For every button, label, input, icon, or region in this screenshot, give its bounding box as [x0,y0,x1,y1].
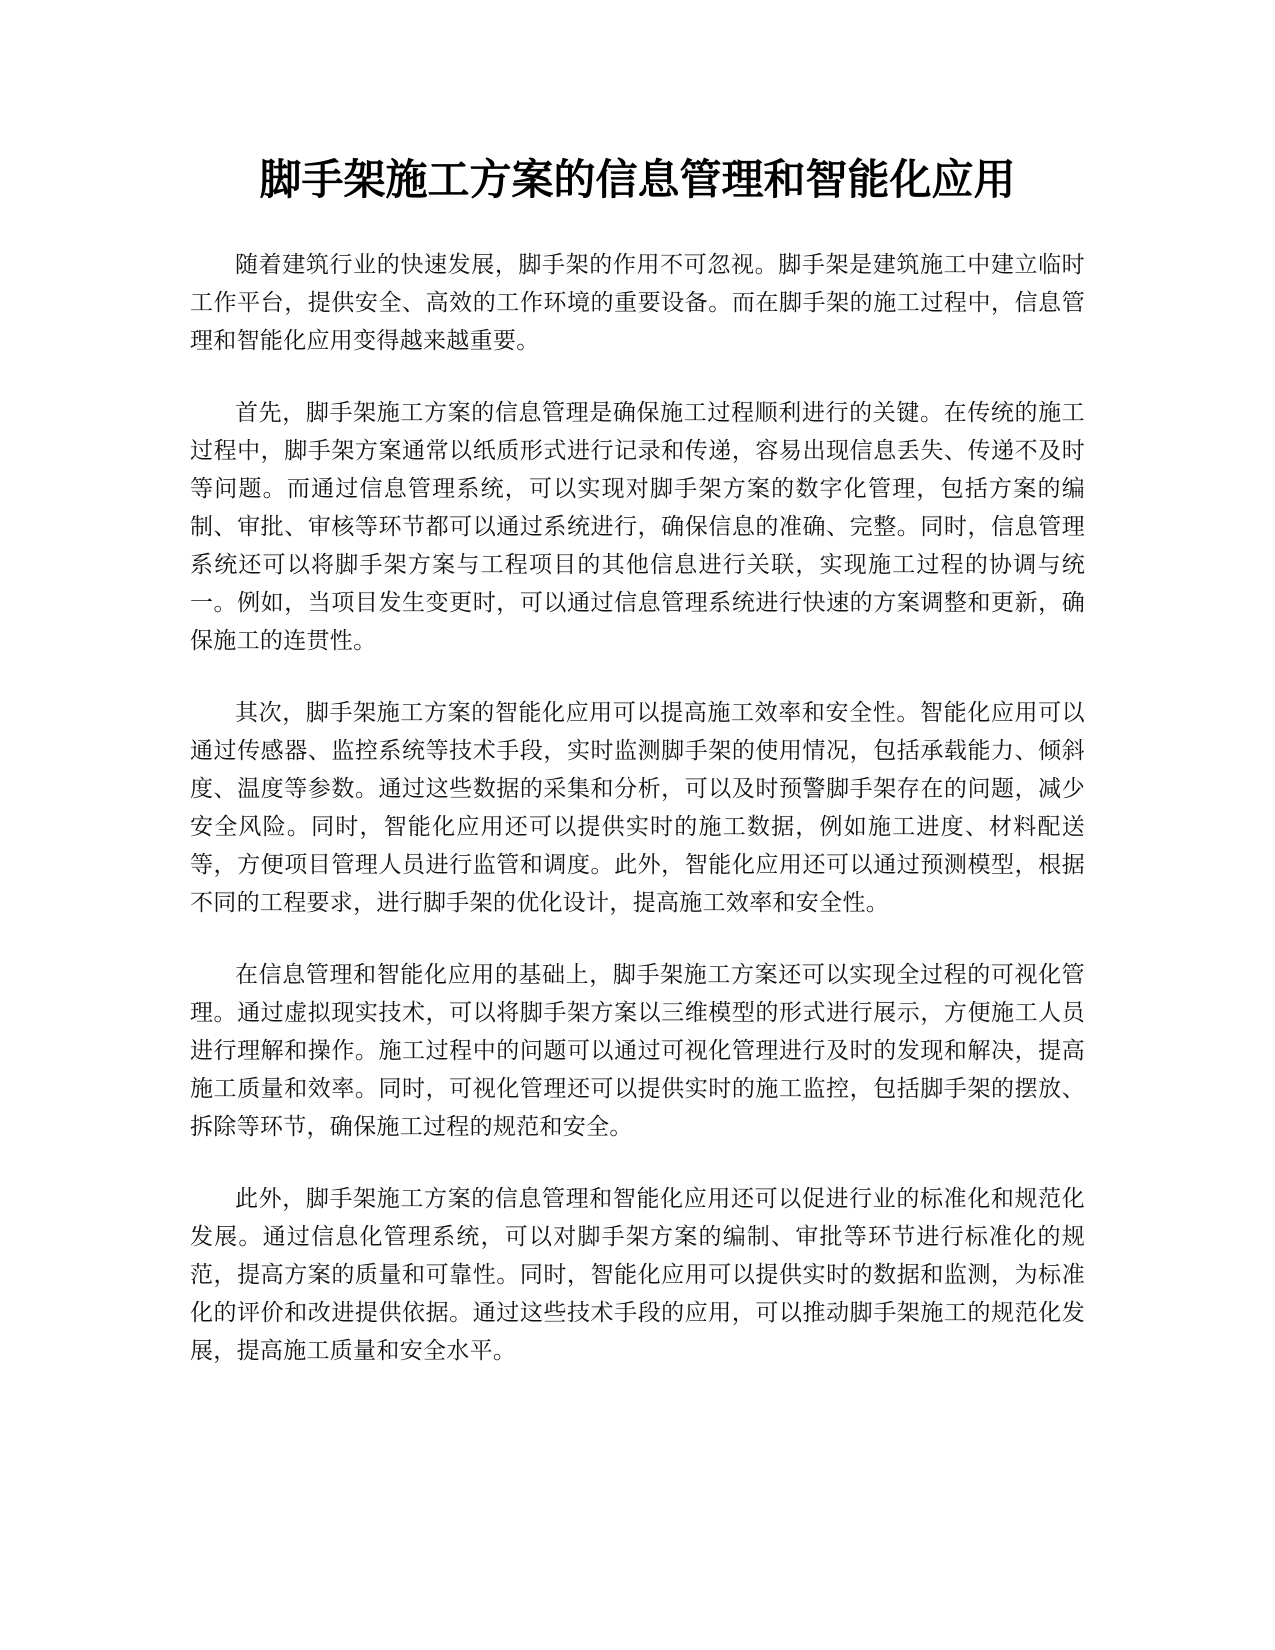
paragraph-4: 在信息管理和智能化应用的基础上，脚手架施工方案还可以实现全过程的可视化管理。通过虚拟现实技术，可以将脚手架方案以三维模型的形式进行展示，方便施工人员进行理解和操作。施工过程中的问题可以通过可视化管理进行及时的发现和解决，提高施工质量和效率。同时，可视化管理还可以提供实时的施工监控，包括脚手架的摆放、拆除等环节，确保施工过程的规范和安全。 [190,962,1085,1140]
document-body [190,246,1085,1404]
paragraph-2: 首先，脚手架施工方案的信息管理是确保施工过程顺利进行的关键。在传统的施工过程中，脚手架方案通常以纸质形式进行记录和传递，容易出现信息丢失、传递不及时等问题。而通过信息管理系统，可以实现对脚手架方案的数字化管理，包括方案的编制、审批、审核等环节都可以通过系统进行，确保信息的准确、完整。同时，信息管理系统还可以将脚手架方案与工程项目的其他信息进行关联，实现施工过程的协调与统一。例如，当项目发生变更时，可以通过信息管理系统进行快速的方案调整和更新，确保施工的连贯性。 [190,400,1085,654]
paragraph-5: 此外，脚手架施工方案的信息管理和智能化应用还可以促进行业的标准化和规范化发展。通过信息化管理系统，可以对脚手架方案的编制、审批等环节进行标准化的规范，提高方案的质量和可靠性。同时，智能化应用可以提供实时的数据和监测，为标准化的评价和改进提供依据。通过这些技术手段的应用，可以推动脚手架施工的规范化发展，提高施工质量和安全水平。 [190,1186,1085,1364]
paragraph-3: 其次，脚手架施工方案的智能化应用可以提高施工效率和安全性。智能化应用可以通过传感器、监控系统等技术手段，实时监测脚手架的使用情况，包括承载能力、倾斜度、温度等参数。通过这些数据的采集和分析，可以及时预警脚手架存在的问题，减少安全风险。同时，智能化应用还可以提供实时的施工数据，例如施工进度、材料配送等，方便项目管理人员进行监管和调度。此外，智能化应用还可以通过预测模型，根据不同的工程要求，进行脚手架的优化设计，提高施工效率和安全性。 [190,700,1085,916]
paragraph-1: 随着建筑行业的快速发展，脚手架的作用不可忽视。脚手架是建筑施工中建立临时工作平台，提供安全、高效的工作环境的重要设备。而在脚手架的施工过程中，信息管理和智能化应用变得越来越重要。 [190,252,1085,354]
document-title: 脚手架施工方案的信息管理和智能化应用 [259,155,1016,204]
